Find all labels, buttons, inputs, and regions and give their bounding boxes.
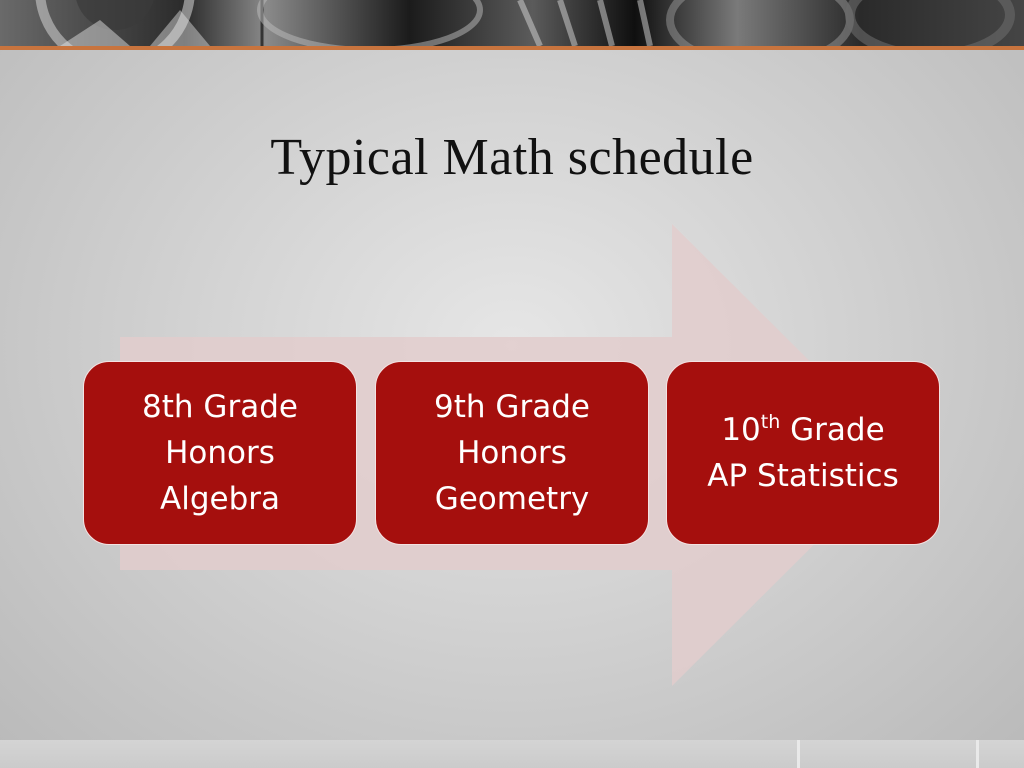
step-level-label: Honors: [165, 435, 275, 471]
slide-title: Typical Math schedule: [270, 129, 754, 186]
step-course-label: Geometry: [434, 481, 590, 517]
grade-ordinal-suffix: th: [760, 411, 781, 433]
step-box-8th-grade: [83, 361, 357, 545]
footer-divider: [976, 740, 979, 768]
step-course-label: AP Statistics: [707, 458, 899, 494]
footer-divider: [797, 740, 800, 768]
footer-strip: [0, 740, 1024, 768]
step-box-10th-grade: [666, 361, 940, 545]
step-box-9th-grade: [375, 361, 649, 545]
grade-number: 10: [721, 412, 761, 448]
step-grade-label: 9th Grade: [434, 389, 590, 425]
step-grade-label: 8th Grade: [142, 389, 298, 425]
grade-word: Grade: [780, 412, 885, 448]
step-grade-label: [721, 407, 884, 453]
step-course-label: Algebra: [160, 481, 280, 517]
step-level-label: Honors: [457, 435, 567, 471]
